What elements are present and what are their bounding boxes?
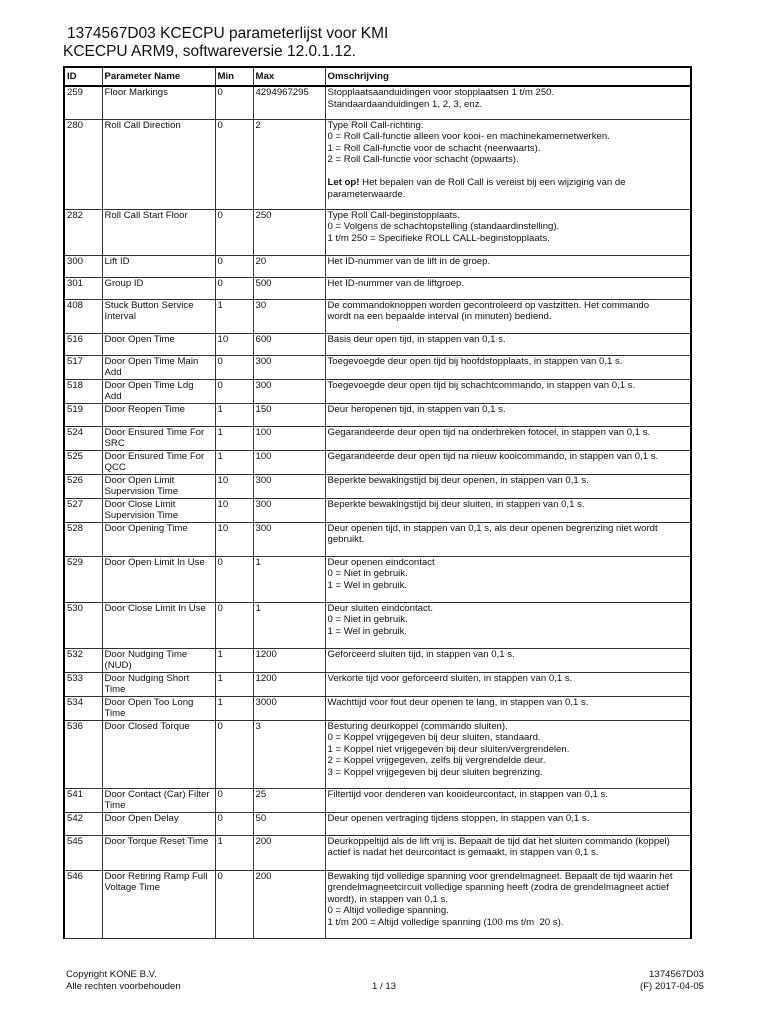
cell-description: [325, 119, 691, 209]
cell-description: [325, 277, 691, 299]
column-header-parameter-name: Parameter Name: [102, 67, 215, 86]
table-row: [64, 209, 691, 255]
cell-max: 1200: [253, 672, 325, 696]
cell-min: 0: [215, 556, 253, 602]
cell-id: 519: [64, 403, 102, 426]
cell-id: 545: [64, 835, 102, 870]
footer-copyright: Copyright KONE B.V.: [66, 969, 157, 980]
description-line: Deur openen eindcontact: [327, 556, 435, 568]
cell-description: [325, 602, 691, 648]
table-row: [64, 812, 691, 835]
cell-id: 517: [64, 355, 102, 379]
description-line: 0 = Niet in gebruik.: [327, 568, 408, 579]
description-line: Deur openen vertraging tijdens stoppen, in stappen van 0,1 s.: [327, 812, 590, 824]
cell-parameter-name: Door Ensured Time For QCC: [102, 450, 215, 474]
cell-parameter-name: Roll Call Start Floor: [102, 209, 215, 255]
cell-parameter-name: Door Retiring Ramp Full Voltage Time: [102, 870, 215, 938]
table-row: [64, 255, 691, 277]
cell-min: 0: [215, 602, 253, 648]
cell-min: 0: [215, 720, 253, 788]
table-row: [64, 720, 691, 788]
cell-max: 300: [253, 522, 325, 556]
description-line: Beperkte bewakingstijd bij deur openen, in stappen van 0,1 s.: [327, 474, 589, 486]
cell-parameter-name: Stuck Button Service Interval: [102, 299, 215, 333]
cell-min: 1: [215, 696, 253, 720]
description-line: Deur openen tijd, in stappen van 0,1 s, als deur openen begrenzing niet wordt: [327, 522, 658, 534]
cell-id: 408: [64, 299, 102, 333]
description-line: 1 = Roll Call-functie voor de schacht (neerwaarts).: [327, 142, 541, 154]
cell-parameter-name: Door Open Delay: [102, 812, 215, 835]
cell-parameter-name: Door Opening Time: [102, 522, 215, 556]
cell-min: 1: [215, 648, 253, 672]
cell-min: 1: [215, 450, 253, 474]
cell-id: 541: [64, 788, 102, 812]
description-line: wordt), in stappen van 0,1 s.: [327, 893, 449, 905]
table-row: [64, 277, 691, 299]
table-row: [64, 788, 691, 812]
cell-min: 1: [215, 403, 253, 426]
cell-parameter-name: Roll Call Direction: [102, 119, 215, 209]
description-line: Stopplaatsaanduidingen voor stopplaatsen 1 t/m 250.: [327, 87, 555, 98]
cell-parameter-name: Door Closed Torque: [102, 720, 215, 788]
description-line: Besturing deurkoppel (commando sluiten).: [327, 720, 508, 732]
cell-min: 0: [215, 379, 253, 403]
cell-id: 542: [64, 812, 102, 835]
cell-max: 1200: [253, 648, 325, 672]
parameter-table: [63, 66, 692, 939]
cell-max: 300: [253, 355, 325, 379]
cell-id: 300: [64, 255, 102, 277]
cell-id: 530: [64, 602, 102, 648]
description-line: 1 t/m 250 = Specifieke ROLL CALL-beginstopplaats.: [327, 232, 550, 244]
cell-max: 50: [253, 812, 325, 835]
cell-max: 300: [253, 498, 325, 522]
description-line: Deurkoppeltijd als de lift vrij is. Bepaalt de tijd dat het sluiten commando (koppel): [327, 835, 670, 847]
footer-doc-info: [640, 969, 704, 993]
cell-description: [325, 498, 691, 522]
cell-parameter-name: Door Open Limit Supervision Time: [102, 474, 215, 498]
description-line: Bewaking tijd volledige spanning voor grendelmagneet. Bepaalt de tijd waarin het: [327, 870, 673, 882]
cell-id: 525: [64, 450, 102, 474]
description-line: gebruikt.: [327, 534, 365, 545]
cell-max: 150: [253, 403, 325, 426]
cell-parameter-name: Door Contact (Car) Filter Time: [102, 788, 215, 812]
description-line: Type Roll Call-richting.: [327, 119, 424, 131]
cell-min: 0: [215, 277, 253, 299]
cell-description: [325, 299, 691, 333]
cell-min: 10: [215, 474, 253, 498]
cell-max: 2: [253, 119, 325, 209]
description-line: wordt na een bepaalde interval (in minuten) bediend.: [327, 311, 552, 322]
cell-min: 0: [215, 86, 253, 119]
description-line: parameterwaarde.: [327, 188, 406, 200]
cell-parameter-name: Door Close Limit Supervision Time: [102, 498, 215, 522]
description-line: [328, 166, 689, 178]
cell-parameter-name: Door Reopen Time: [102, 403, 215, 426]
description-line: 1 t/m 200 = Altijd volledige spanning (100 ms t/m 20 s).: [327, 916, 564, 928]
cell-max: 1: [253, 556, 325, 602]
cell-min: 1: [215, 672, 253, 696]
cell-id: 536: [64, 720, 102, 788]
description-line: Beperkte bewakingstijd bij deur sluiten, in stappen van 0,1 s.: [327, 498, 585, 510]
cell-parameter-name: Group ID: [102, 277, 215, 299]
cell-parameter-name: Door Ensured Time For SRC: [102, 426, 215, 450]
cell-parameter-name: Door Torque Reset Time: [102, 835, 215, 870]
description-line: 1 = Wel in gebruik.: [327, 579, 408, 591]
description-line: Toegevoegde deur open tijd bij hoofdstopplaats, in stappen van 0,1 s.: [327, 355, 623, 367]
table-row: [64, 299, 691, 333]
table-body: [64, 86, 691, 938]
cell-description: [325, 355, 691, 379]
cell-parameter-name: Door Open Time: [102, 333, 215, 355]
table-row: [64, 86, 691, 119]
table-row: [64, 426, 691, 450]
description-line: 0 = Altijd volledige spanning.: [327, 905, 449, 916]
table-row: [64, 498, 691, 522]
table-row: [64, 522, 691, 556]
table-row: [64, 602, 691, 648]
description-line: 0 = Niet in gebruik.: [327, 614, 408, 625]
cell-max: 200: [253, 870, 325, 938]
cell-parameter-name: Door Open Too Long Time: [102, 696, 215, 720]
footer-doc-number: 1374567D03: [649, 969, 704, 980]
description-line: Standaardaanduidingen 1, 2, 3, enz.: [327, 98, 483, 110]
cell-description: [325, 812, 691, 835]
cell-id: 534: [64, 696, 102, 720]
description-line: grendelmagneetcircuit volledige spanning heeft (zodra de grendelmagneet actief: [327, 882, 669, 893]
cell-parameter-name: Door Open Limit In Use: [102, 556, 215, 602]
table-row: [64, 450, 691, 474]
description-line: Gegarandeerde deur open tijd na onderbreken fotocel, in stappen van 0,1 s.: [327, 426, 651, 438]
table-row: [64, 556, 691, 602]
document-subtitle: KCECPU ARM9, softwareversie 12.0.1.12.: [63, 43, 356, 60]
description-line: 0 = Roll Call-functie alleen voor kooi- en machinekamernetwerken.: [327, 131, 610, 142]
cell-max: 3: [253, 720, 325, 788]
cell-min: 0: [215, 812, 253, 835]
description-line: 0 = Koppel vrijgegeven bij deur sluiten, standaard.: [327, 732, 541, 743]
footer-page-number: 1 / 13: [371, 981, 396, 992]
cell-max: 300: [253, 474, 325, 498]
cell-description: [325, 474, 691, 498]
cell-description: [325, 720, 691, 788]
table-row: [64, 870, 691, 938]
cell-min: 0: [215, 355, 253, 379]
cell-id: 527: [64, 498, 102, 522]
description-line: Toegevoegde deur open tijd bij schachtcommando, in stappen van 0,1 s.: [327, 379, 636, 391]
cell-id: 259: [64, 86, 102, 119]
cell-min: 1: [215, 835, 253, 870]
cell-description: [325, 696, 691, 720]
table-row: [64, 119, 691, 209]
cell-parameter-name: Door Open Time Main Add: [102, 355, 215, 379]
cell-min: 10: [215, 522, 253, 556]
column-header-max: Max: [253, 67, 325, 86]
description-line: Deur sluiten eindcontact.: [327, 602, 434, 614]
description-line: Het ID-nummer van de lift in de groep.: [327, 255, 491, 267]
description-line: Deur heropenen tijd, in stappen van 0,1 s.: [327, 403, 506, 415]
cell-id: 280: [64, 119, 102, 209]
cell-parameter-name: Door Nudging Time (NUD): [102, 648, 215, 672]
description-line: Gegarandeerde deur open tijd na nieuw kooicommando, in stappen van 0,1 s.: [327, 450, 659, 462]
cell-id: 526: [64, 474, 102, 498]
description-line: Het ID-nummer van de liftgroep.: [327, 277, 465, 289]
table-row: [64, 355, 691, 379]
cell-description: [325, 450, 691, 474]
table-header-row: [64, 67, 691, 86]
cell-id: 282: [64, 209, 102, 255]
cell-max: 100: [253, 450, 325, 474]
table-row: [64, 333, 691, 355]
cell-description: [325, 426, 691, 450]
cell-min: 1: [215, 299, 253, 333]
cell-min: 0: [215, 788, 253, 812]
cell-max: 30: [253, 299, 325, 333]
footer-revision: (F) 2017-04-05: [640, 981, 704, 992]
description-line: Filtertijd voor denderen van kooideurcontact, in stappen van 0,1 s.: [327, 788, 609, 800]
cell-id: 528: [64, 522, 102, 556]
cell-description: [325, 556, 691, 602]
cell-id: 524: [64, 426, 102, 450]
cell-description: [325, 648, 691, 672]
description-line: actief is nadat het deurcontact is gemaakt, in stappen van 0,1 s.: [327, 847, 599, 858]
document-header: [63, 25, 388, 61]
cell-max: 3000: [253, 696, 325, 720]
cell-description: [325, 522, 691, 556]
cell-description: [325, 86, 691, 119]
cell-description: [325, 209, 691, 255]
cell-id: 533: [64, 672, 102, 696]
description-line: Wachttijd voor fout deur openen te lang, in stappen van 0,1 s.: [327, 696, 589, 708]
cell-max: 25: [253, 788, 325, 812]
table-row: [64, 648, 691, 672]
cell-max: 500: [253, 277, 325, 299]
cell-description: [325, 672, 691, 696]
table-row: [64, 403, 691, 426]
cell-parameter-name: Door Nudging Short Time: [102, 672, 215, 696]
column-header-min: Min: [215, 67, 253, 86]
cell-description: [325, 379, 691, 403]
column-header-description: Omschrijving: [325, 67, 691, 86]
description-line: 0 = Volgens de schachtopstelling (standaardinstelling).: [327, 221, 560, 232]
description-line: Let op! Het bepalen van de Roll Call is vereist bij een wijziging van de: [327, 177, 626, 188]
description-line: Basis deur open tijd, in stappen van 0,1 s.: [327, 333, 506, 345]
cell-max: 4294967295: [253, 86, 325, 119]
cell-description: [325, 788, 691, 812]
table-row: [64, 379, 691, 403]
cell-max: 250: [253, 209, 325, 255]
description-line: 1 = Wel in gebruik.: [327, 625, 408, 637]
cell-max: 300: [253, 379, 325, 403]
cell-id: 301: [64, 277, 102, 299]
description-line: Verkorte tijd voor geforceerd sluiten, in stappen van 0,1 s.: [327, 672, 573, 684]
cell-description: [325, 835, 691, 870]
cell-description: [325, 333, 691, 355]
cell-id: 546: [64, 870, 102, 938]
description-line: Geforceerd sluiten tijd, in stappen van 0,1 s.: [327, 648, 515, 660]
description-line: 2 = Koppel vrijgegeven, zelfs bij vergrendelde deur.: [327, 755, 546, 766]
cell-description: [325, 255, 691, 277]
footer-rights: Alle rechten voorbehouden: [66, 981, 181, 992]
cell-min: 10: [215, 333, 253, 355]
cell-parameter-name: Door Close Limit In Use: [102, 602, 215, 648]
cell-id: 529: [64, 556, 102, 602]
cell-id: 518: [64, 379, 102, 403]
cell-max: 1: [253, 602, 325, 648]
cell-id: 516: [64, 333, 102, 355]
cell-description: [325, 870, 691, 938]
cell-min: 0: [215, 255, 253, 277]
cell-parameter-name: Door Open Time Ldg Add: [102, 379, 215, 403]
cell-parameter-name: Floor Markings: [102, 86, 215, 119]
cell-max: 200: [253, 835, 325, 870]
cell-min: 10: [215, 498, 253, 522]
table-row: [64, 835, 691, 870]
cell-min: 0: [215, 209, 253, 255]
cell-max: 600: [253, 333, 325, 355]
cell-max: 20: [253, 255, 325, 277]
description-line: 1 = Koppel niet vrijgegeven bij deur sluiten/vergrendelen.: [327, 743, 570, 755]
cell-min: 0: [215, 119, 253, 209]
table-row: [64, 474, 691, 498]
cell-min: 1: [215, 426, 253, 450]
description-line: Type Roll Call-beginstopplaats.: [327, 209, 460, 221]
cell-description: [325, 403, 691, 426]
cell-parameter-name: Lift ID: [102, 255, 215, 277]
column-header-id: ID: [64, 67, 102, 86]
cell-min: 0: [215, 870, 253, 938]
description-line: De commandoknoppen worden gecontroleerd op vastzitten. Het commando: [327, 299, 650, 311]
document-title: 1374567D03 KCECPU parameterlijst voor KMI: [67, 25, 389, 42]
cell-max: 100: [253, 426, 325, 450]
description-line: 2 = Roll Call-functie voor schacht (opwaarts).: [327, 154, 519, 165]
cell-id: 532: [64, 648, 102, 672]
description-line: 3 = Koppel vrijgegeven bij deur sluiten begrenzing.: [327, 766, 543, 778]
table-row: [64, 696, 691, 720]
table-row: [64, 672, 691, 696]
